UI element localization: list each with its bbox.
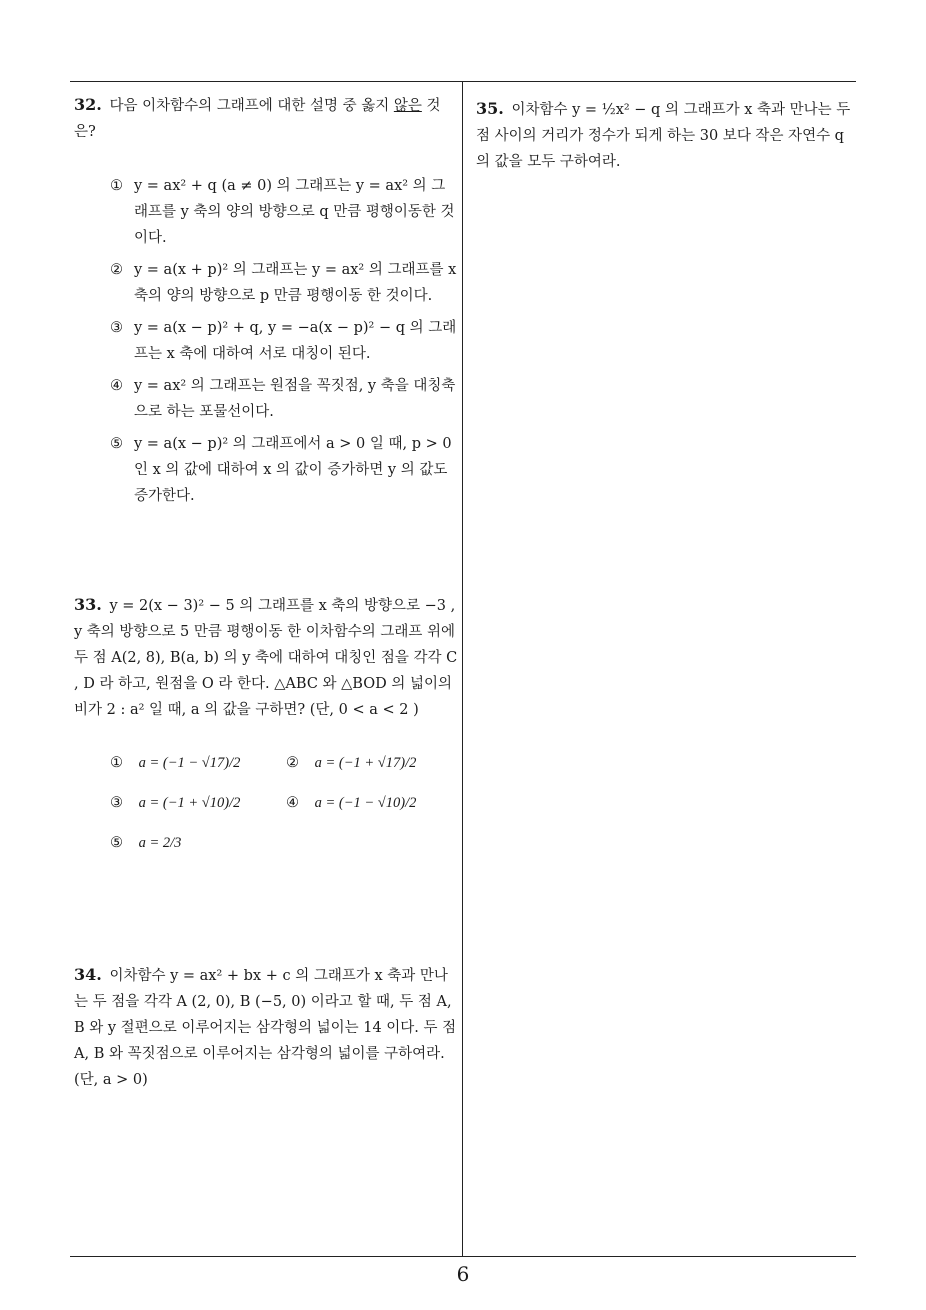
problem-number: 35. [476, 99, 504, 118]
problem-35 [476, 96, 858, 175]
option-mark: ③ [110, 795, 123, 811]
problem-32 [74, 92, 458, 515]
option-text: y = a(x − p)² 의 그래프에서 a > 0 일 때, p > 0 인 x 의 값에 대하여 x 의 값이 증가하면 y 의 값도 증가한다. [134, 436, 452, 504]
stem-text: 이차함수 y = ½x² − q 의 그래프가 x 축과 만나는 두 점 사이의 거리가 정수가 되게 하는 30 보다 작은 자연수 q 의 값을 모두 구하여라. [476, 102, 851, 170]
stem-text: 다음 이차함수의 그래프에 대한 설명 중 옳지 [109, 98, 390, 114]
problem-32-stem [74, 92, 458, 145]
problem-34 [74, 962, 458, 1093]
option-1[interactable] [110, 743, 240, 783]
option-4[interactable] [286, 783, 416, 823]
problem-35-stem [476, 96, 858, 175]
problem-number: 34. [74, 965, 102, 984]
option-text: a = (−1 − √10)/2 [314, 795, 417, 811]
options-list [110, 173, 458, 509]
column-divider [462, 81, 463, 1257]
problem-34-stem [74, 962, 458, 1093]
problem-number: 32. [74, 95, 102, 114]
option-text: a = (−1 − √17)/2 [138, 755, 241, 771]
bottom-rule [70, 1256, 856, 1257]
option-5[interactable] [110, 431, 458, 509]
option-text: a = (−1 + √17)/2 [314, 755, 417, 771]
stem-text: y = 2(x − 3)² − 5 의 그래프를 x 축의 방향으로 −3 , y 축의 방향으로 5 만큼 평행이동 한 이차함수의 그래프 위에 두 점 A(2, 8), B(a, b) 의 y 축에 대하여 대칭인 점을 각각 C , D 라 하고, 원점을 O 라 한다. △ABC 와 △BOD 의 넓이의 비가 2 : a² 일 때, a 의 값을 구하면? (단, 0 < a < 2 ) [74, 598, 458, 718]
option-mark: ① [110, 178, 123, 194]
option-text: y = a(x − p)² + q, y = −a(x − p)² − q 의 그래프는 x 축에 대하여 서로 대칭이 된다. [134, 320, 457, 362]
option-text: y = a(x + p)² 의 그래프는 y = ax² 의 그래프를 x 축의 양의 방향으로 p 만큼 평행이동 한 것이다. [134, 262, 457, 304]
page-number: 6 [456, 1262, 470, 1286]
problem-33-stem [74, 592, 458, 723]
option-2[interactable] [110, 257, 458, 309]
option-4[interactable] [110, 373, 458, 425]
option-text: y = ax² 의 그래프는 원점을 꼭짓점, y 축을 대칭축으로 하는 포물선이다. [134, 378, 456, 420]
stem-underlined-word: 않은 [393, 98, 422, 114]
option-mark: ⑤ [110, 436, 123, 452]
stem-text: 이차함수 y = ax² + bx + c 의 그래프가 x 축과 만나는 두 점을 각각 A (2, 0), B (−5, 0) 이라고 할 때, 두 점 A, B 와 y 절편으로 이루어지는 삼각형의 넓이는 14 이다. 두 점 A, B 와 꼭짓점으로 이루어지는 삼각형의 넓이를 구하여라. (단, a > 0) [74, 968, 457, 1088]
option-text: y = ax² + q (a ≠ 0) 의 그래프는 y = ax² 의 그래프를 y 축의 양의 방향으로 q 만큼 평행이동한 것이다. [134, 178, 455, 246]
option-mark: ④ [286, 795, 299, 811]
option-3[interactable] [110, 783, 240, 823]
option-text: a = (−1 + √10)/2 [138, 795, 241, 811]
problem-number: 33. [74, 595, 102, 614]
options-grid [110, 743, 458, 873]
option-mark: ③ [110, 320, 123, 336]
option-mark: ② [286, 755, 299, 771]
option-mark: ④ [110, 378, 123, 394]
option-text: a = 2/3 [138, 835, 182, 851]
option-5[interactable] [110, 823, 181, 863]
option-mark: ② [110, 262, 123, 278]
option-mark: ① [110, 755, 123, 771]
option-3[interactable] [110, 315, 458, 367]
problem-33 [74, 592, 458, 873]
option-1[interactable] [110, 173, 458, 251]
stem-text-end: 것은? [74, 98, 441, 140]
option-mark: ⑤ [110, 835, 123, 851]
option-2[interactable] [286, 743, 416, 783]
